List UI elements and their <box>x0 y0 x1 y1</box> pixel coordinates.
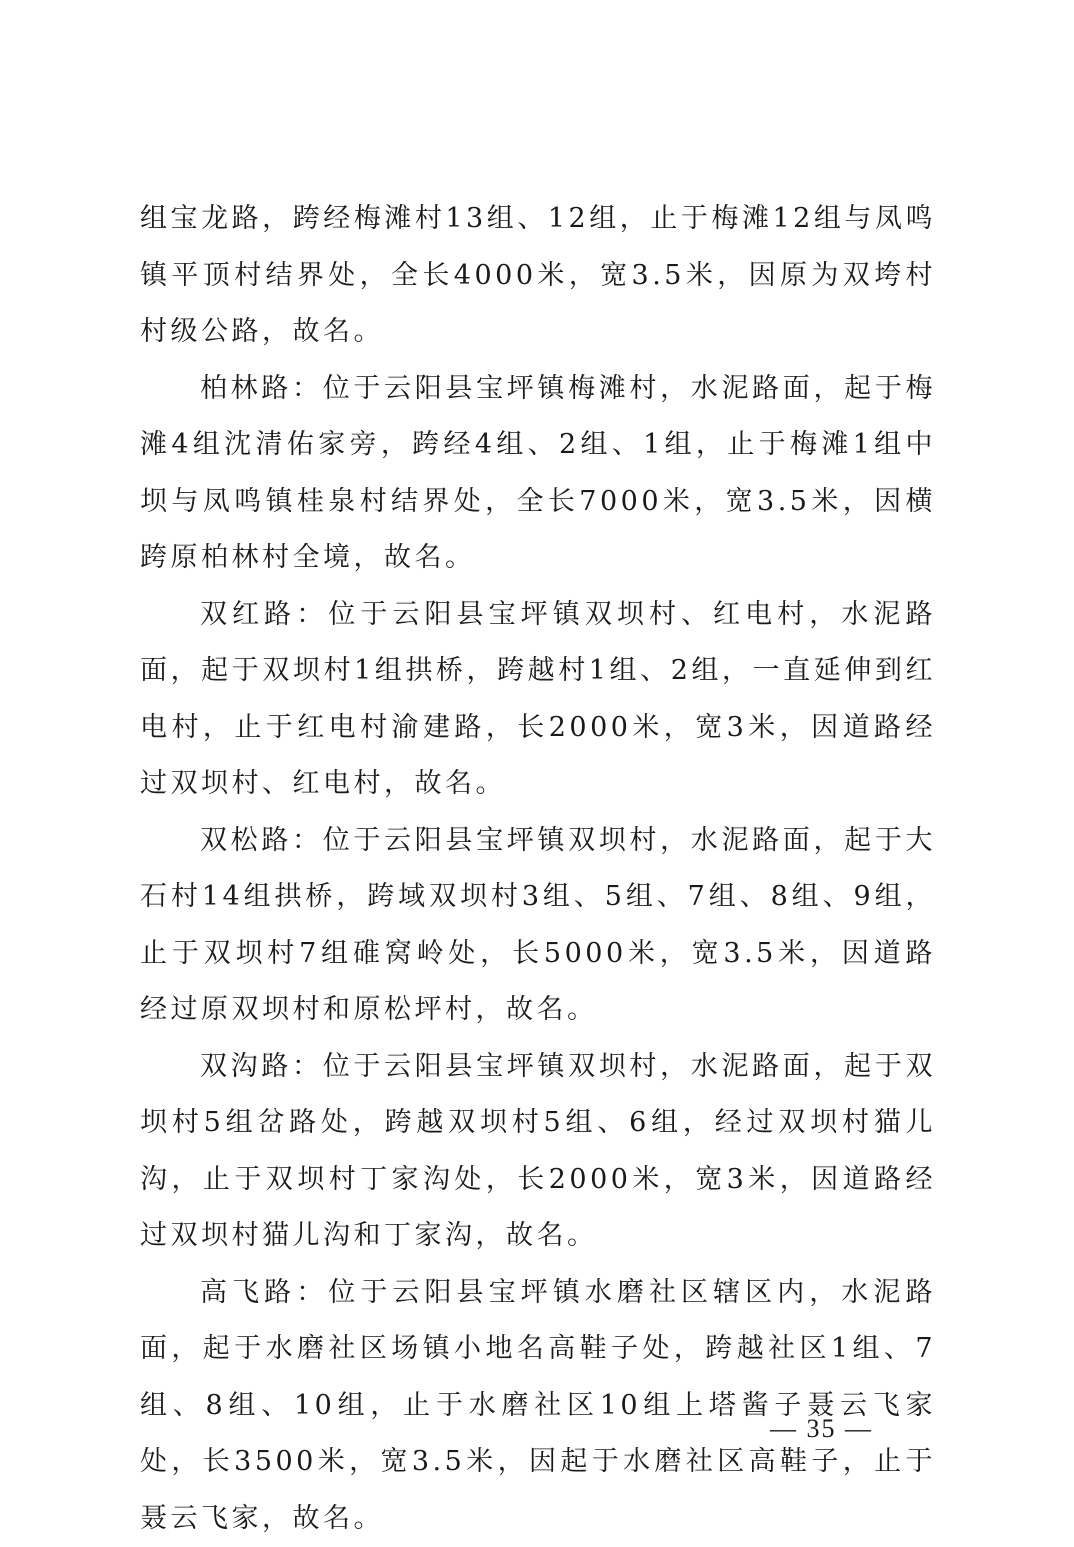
paragraph-baolong-road-continued: 组宝龙路，跨经梅滩村13组、12组，止于梅滩12组与凤鸣镇平顶村结界处，全长4000米，宽3.5米，因原为双垮村村级公路，故名。 <box>140 191 936 361</box>
paragraph-shuangsong-road: 双松路：位于云阳县宝坪镇双坝村，水泥路面，起于大石村14组拱桥，跨域双坝村3组、5组、7组、8组、9组，止于双坝村7组碓窝岭处，长5000米，宽3.5米，因道路经过原双坝村和原松坪村，故名。 <box>140 813 936 1039</box>
page-number: — 35 — <box>770 1414 970 1444</box>
paragraph-gaofei-road: 高飞路：位于云阳县宝坪镇水磨社区辖区内，水泥路面，起于水磨社区场镇小地名高鞋子处，跨越社区1组、7组、8组、10组，止于水磨社区10组上塔酱子聂云飞家处，长3500米，宽3.5米，因起于水磨社区高鞋子，止于聂云飞家，故名。 <box>140 1265 936 1547</box>
paragraph-bailin-road: 柏林路：位于云阳县宝坪镇梅滩村，水泥路面，起于梅滩4组沈清佑家旁，跨经4组、2组、1组，止于梅滩1组中坝与凤鸣镇桂泉村结界处，全长7000米，宽3.5米，因横跨原柏林村全境，故名。 <box>140 361 936 587</box>
paragraph-shuanghong-road: 双红路：位于云阳县宝坪镇双坝村、红电村，水泥路面，起于双坝村1组拱桥，跨越村1组、2组，一直延伸到红电村，止于红电村渝建路，长2000米，宽3米，因道路经过双坝村、红电村，故名。 <box>140 587 936 813</box>
paragraph-shuanggou-road: 双沟路：位于云阳县宝坪镇双坝村，水泥路面，起于双坝村5组岔路处，跨越双坝村5组、6组，经过双坝村猫儿沟，止于双坝村丁家沟处，长2000米，宽3米，因道路经过双坝村猫儿沟和丁家沟，故名。 <box>140 1039 936 1265</box>
document-body <box>140 191 936 1547</box>
